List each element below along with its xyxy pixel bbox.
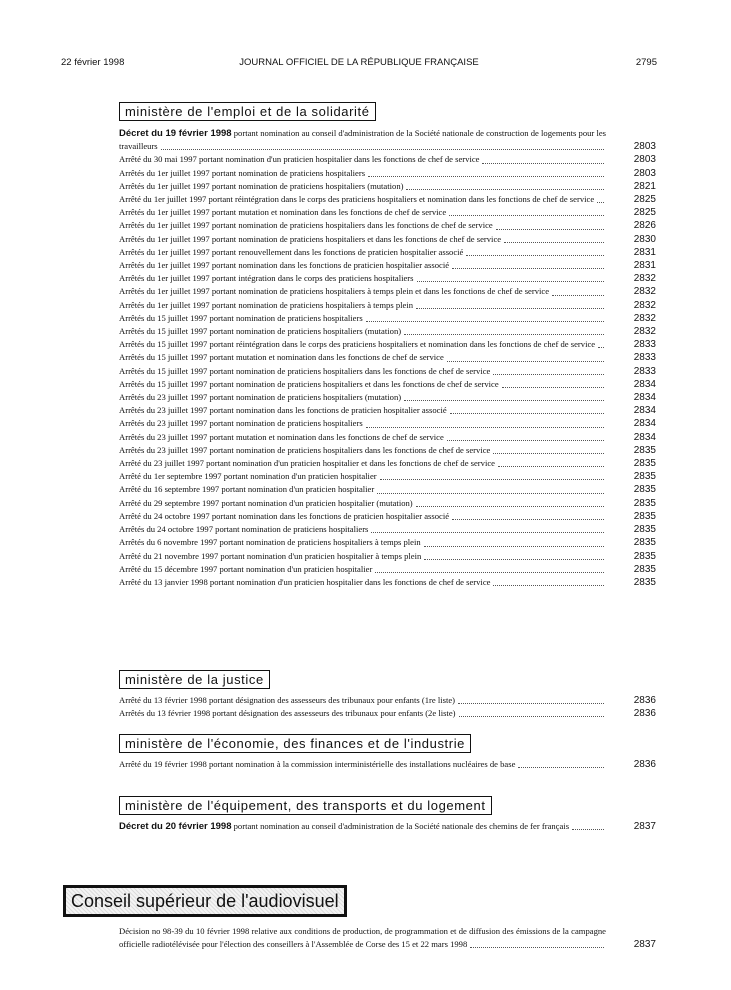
toc-entry: [119, 338, 656, 351]
toc-entry: [119, 483, 656, 496]
header-page-number: 2795: [635, 57, 657, 68]
dot-leader-fill: [572, 828, 604, 830]
toc-entry-page: 2835: [633, 550, 656, 562]
toc-entry: [119, 820, 656, 833]
dot-leader-fill: [449, 214, 604, 216]
toc-entry-page: 2832: [633, 286, 656, 298]
toc-entry-title: Arrêtés du 24 octobre 1997 portant nomination de praticiens hospitaliers: [119, 524, 369, 535]
toc-entry-page: 2803: [633, 167, 656, 179]
toc-entry: [119, 325, 656, 338]
toc-entry-page: 2836: [633, 695, 656, 706]
section-title-equipement: ministère de l'équipement, des transports et du logement: [119, 796, 492, 815]
toc-entry-page: 2826: [633, 220, 656, 232]
dot-leader-fill: [598, 346, 604, 348]
toc-entry-page: 2825: [633, 207, 656, 219]
section-entries-economie: [119, 758, 656, 771]
toc-entry-text: [119, 550, 606, 563]
toc-entry-title: Arrêtés du 1er juillet 1997 portant nomination de praticiens hospitaliers et dans les fonctions de chef de service: [119, 233, 502, 244]
toc-entry: [119, 378, 656, 391]
section-entries-justice: [119, 694, 656, 720]
toc-entry-page: 2835: [633, 444, 656, 456]
toc-entry: [119, 576, 656, 589]
dot-leader-fill: [371, 531, 604, 533]
toc-entry-text: [119, 758, 606, 771]
toc-entry-title: Arrêtés du 1er juillet 1997 portant nomination de praticiens hospitaliers dans les fonctions de chef de service: [119, 220, 493, 231]
toc-entry-text: [119, 325, 606, 338]
toc-entry-page: 2835: [633, 563, 656, 575]
dot-leader-fill: [493, 584, 604, 586]
toc-entry-title: Arrêtés du 15 juillet 1997 portant nomination de praticiens hospitaliers et dans les fonctions de chef de service: [119, 378, 499, 389]
dot-leader-fill: [375, 571, 604, 573]
toc-entry: [119, 536, 656, 549]
toc-entry: [119, 299, 656, 312]
toc-entry-page: 2803: [633, 141, 656, 153]
toc-entry-page: 2833: [633, 365, 656, 377]
toc-entry: [119, 219, 656, 232]
toc-entry-title: Arrêté du 1er septembre 1997 portant nomination d'un praticien hospitalier: [119, 471, 377, 482]
toc-entry-text: [119, 378, 606, 391]
dot-leader-fill: [470, 946, 604, 948]
dot-leader-fill: [458, 702, 604, 704]
toc-entry: [119, 431, 656, 444]
dot-leader-fill: [459, 715, 605, 717]
dot-leader-fill: [466, 254, 604, 256]
toc-entry: [119, 233, 656, 246]
toc-entry-title: portant nomination au conseil d'administration de la Société nationale des chemins de fer français: [231, 821, 570, 831]
toc-entry: [119, 470, 656, 483]
toc-entry-page: 2835: [633, 458, 656, 470]
dot-leader-fill: [493, 373, 604, 375]
dot-leader-fill: [502, 386, 604, 388]
toc-entry-text: [119, 299, 606, 312]
toc-entry-page: 2832: [633, 299, 656, 311]
toc-entry-lead: Décret du 19 février 1998: [119, 128, 232, 139]
dot-leader-fill: [450, 412, 604, 414]
toc-entry-title: Arrêtés du 23 juillet 1997 portant nomination de praticiens hospitaliers: [119, 418, 363, 429]
toc-entry: [119, 457, 656, 470]
toc-entry: [119, 523, 656, 536]
toc-entry-text: [119, 206, 606, 219]
toc-entry-text: [119, 365, 606, 378]
toc-entry-text: [119, 246, 606, 259]
toc-entry-title: Arrêtés du 15 juillet 1997 portant nomination de praticiens hospitaliers (mutation): [119, 326, 402, 337]
toc-entry-title: Arrêté du 13 janvier 1998 portant nomination d'un praticien hospitalier dans les fonctions de chef de service: [119, 576, 491, 587]
toc-entry-text: [119, 470, 606, 483]
toc-entry-page: 2834: [633, 392, 656, 404]
dot-leader-fill: [482, 162, 604, 164]
toc-entry-text: [119, 153, 606, 166]
dot-leader-fill: [498, 465, 604, 467]
dot-leader-fill: [368, 175, 604, 177]
toc-entry-title: Arrêtés du 1er juillet 1997 portant mutation et nomination dans les fonctions de chef de service: [119, 207, 447, 218]
toc-entry-text: [119, 259, 606, 272]
toc-entry: [119, 391, 656, 404]
toc-entry-text: [119, 483, 606, 496]
toc-entry: [119, 404, 656, 417]
toc-entry: [119, 351, 656, 364]
toc-entry-page: 2832: [633, 326, 656, 338]
toc-entry-title: Arrêté du 29 septembre 1997 portant nomination d'un praticien hospitalier (mutation): [119, 497, 413, 508]
toc-entry: [119, 285, 656, 298]
toc-entry-page: 2821: [633, 180, 656, 192]
section-title-economie: ministère de l'économie, des finances et de l'industrie: [119, 734, 471, 753]
toc-entry: [119, 312, 656, 325]
toc-entry-page: 2835: [633, 497, 656, 509]
toc-entry-page: 2835: [633, 524, 656, 536]
toc-entry-text: [119, 431, 606, 444]
toc-entry: [119, 180, 656, 193]
toc-entry-title: portant nomination au conseil d'administration de la Société nationale de construction de logements pour les travailleurs: [119, 128, 606, 152]
toc-entry: [119, 925, 656, 951]
page-header: [61, 57, 657, 71]
toc-entry-text: [119, 180, 606, 193]
toc-entry-page: 2835: [633, 484, 656, 496]
toc-entry-text: [119, 391, 606, 404]
toc-entry-text: [119, 457, 606, 470]
dot-leader-fill: [424, 558, 604, 560]
toc-entry-page: 2832: [633, 273, 656, 285]
dot-leader-fill: [452, 518, 604, 520]
toc-entry: [119, 167, 656, 180]
dot-leader-fill: [424, 545, 604, 547]
toc-entry: [119, 259, 656, 272]
toc-entry-title: Arrêtés du 1er juillet 1997 portant nomination de praticiens hospitaliers (mutation): [119, 180, 404, 191]
dot-leader-fill: [447, 360, 604, 362]
toc-entry: [119, 206, 656, 219]
toc-entry: [119, 246, 656, 259]
toc-entry: [119, 497, 656, 510]
toc-entry: [119, 694, 656, 707]
header-date: 22 février 1998: [61, 57, 125, 68]
dot-leader-fill: [404, 333, 604, 335]
dot-leader-fill: [366, 426, 604, 428]
toc-entry: [119, 707, 656, 720]
toc-entry-title: Arrêté du 15 décembre 1997 portant nomination d'un praticien hospitalier: [119, 563, 373, 574]
dot-leader-fill: [518, 766, 604, 768]
toc-entry-text: [119, 444, 606, 457]
toc-entry: [119, 563, 656, 576]
toc-entry: [119, 127, 656, 153]
toc-entry-text: [119, 219, 606, 232]
toc-entry-title: Arrêté du 23 juillet 1997 portant nomination d'un praticien hospitalier et dans les fonctions de chef de service: [119, 458, 495, 469]
toc-entry-title: Arrêtés du 15 juillet 1997 portant nomination de praticiens hospitaliers dans les fonctions de chef de service: [119, 365, 491, 376]
toc-entry-title: Arrêté du 13 février 1998 portant désignation des assesseurs des tribunaux pour enfants (1re liste): [119, 695, 456, 705]
toc-entry-page: 2833: [633, 352, 656, 364]
section-entries-emploi: [119, 127, 656, 589]
toc-entry-text: [119, 285, 606, 298]
dot-leader-fill: [366, 320, 604, 322]
toc-entry-text: [119, 707, 606, 720]
toc-entry-title: Arrêtés du 23 juillet 1997 portant mutation et nomination dans les fonctions de chef de service: [119, 431, 444, 442]
toc-entry-page: 2833: [633, 339, 656, 351]
toc-entry-page: 2825: [633, 194, 656, 206]
toc-entry-title: Arrêtés du 23 juillet 1997 portant nomination dans les fonctions de praticien hospitalier associé: [119, 405, 447, 416]
toc-entry-page: 2835: [633, 471, 656, 483]
toc-entry-title: Arrêtés du 1er juillet 1997 portant nomination de praticiens hospitaliers à temps plein: [119, 299, 414, 310]
dot-leader-fill: [504, 241, 604, 243]
toc-entry: [119, 193, 656, 206]
toc-entry: [119, 153, 656, 166]
dot-leader-fill: [404, 399, 604, 401]
toc-entry-text: [119, 563, 606, 576]
toc-entry-text: [119, 404, 606, 417]
dot-leader-fill: [447, 439, 604, 441]
toc-entry: [119, 444, 656, 457]
toc-entry-title: Arrêtés du 15 juillet 1997 portant réintégration dans le corps des praticiens hospitaliers et nomination dans les fonctions de chef de service: [119, 339, 596, 350]
toc-entry-title: Arrêtés du 1er juillet 1997 portant nomination de praticiens hospitaliers: [119, 167, 366, 178]
toc-entry-page: 2803: [633, 154, 656, 166]
toc-entry-title: Arrêté du 16 septembre 1997 portant nomination d'un praticien hospitalier: [119, 484, 375, 495]
toc-entry-text: [119, 523, 606, 536]
dot-leader-fill: [597, 201, 604, 203]
dot-leader-fill: [552, 294, 604, 296]
section-title-csa: Conseil supérieur de l'audiovisuel: [63, 885, 347, 917]
toc-entry-page: 2835: [633, 576, 656, 588]
toc-entry-text: [119, 233, 606, 246]
toc-entry-page: 2832: [633, 312, 656, 324]
toc-entry-page: 2836: [633, 759, 656, 770]
toc-entry-page: 2834: [633, 418, 656, 430]
toc-entry-title: Arrêté du 1er juillet 1997 portant réintégration dans le corps des praticiens hospitaliers et nomination dans les fonctions de chef de service: [119, 194, 595, 205]
toc-entry-page: 2837: [633, 821, 656, 832]
dot-leader-fill: [380, 478, 604, 480]
dot-leader-fill: [417, 280, 605, 282]
toc-entry-page: 2837: [633, 939, 656, 951]
toc-entry-text: [119, 312, 606, 325]
toc-entry-title: Arrêtés du 1er juillet 1997 portant intégration dans le corps des praticiens hospitaliers: [119, 273, 414, 284]
toc-entry-title: Arrêté du 24 octobre 1997 portant nomination dans les fonctions de praticien hospitalier associé: [119, 510, 450, 521]
toc-entry-text: [119, 694, 606, 707]
toc-entry: [119, 550, 656, 563]
section-title-emploi: ministère de l'emploi et de la solidarité: [119, 102, 376, 121]
toc-entry-page: 2836: [633, 708, 656, 720]
dot-leader-fill: [493, 452, 604, 454]
toc-entry: [119, 758, 656, 771]
toc-entry-title: Arrêtés du 1er juillet 1997 portant nomination de praticiens hospitaliers à temps plein et dans les fonctions de chef de service: [119, 286, 550, 297]
toc-entry-lead: Décret du 20 février 1998: [119, 821, 232, 832]
toc-entry-page: 2831: [633, 260, 656, 272]
toc-entry-text: [119, 497, 606, 510]
toc-entry-title: Arrêtés du 6 novembre 1997 portant nomination de praticiens hospitaliers à temps plein: [119, 537, 421, 548]
dot-leader-fill: [496, 228, 604, 230]
toc-entry-title: Décision no 98-39 du 10 février 1998 relative aux conditions de production, de programmation et de diffusion des émissions de la campagne officielle radiotélévisée pour l'élection des conseillers à l'Assemblée de Corse des 15 et 22 mars 1998: [119, 926, 606, 950]
dot-leader-fill: [416, 505, 604, 507]
toc-entry: [119, 510, 656, 523]
toc-entry-text: [119, 536, 606, 549]
toc-entry-text: [119, 820, 606, 833]
dot-leader-fill: [416, 307, 604, 309]
toc-entry-page: 2834: [633, 431, 656, 443]
toc-entry-text: [119, 272, 606, 285]
toc-entry-title: Arrêtés du 15 juillet 1997 portant nomination de praticiens hospitaliers: [119, 312, 363, 323]
toc-entry-page: 2830: [633, 233, 656, 245]
toc-entry-page: 2835: [633, 537, 656, 549]
toc-entry-text: [119, 510, 606, 523]
section-entries-equipement: [119, 820, 656, 833]
dot-leader-fill: [161, 148, 604, 150]
toc-entry-text: [119, 167, 606, 180]
toc-entry-title: Arrêté du 21 novembre 1997 portant nomination d'un praticien hospitalier à temps plein: [119, 550, 422, 561]
header-journal-title: JOURNAL OFFICIEL DE LA RÉPUBLIQUE FRANÇAISE: [239, 57, 479, 68]
toc-entry-title: Arrêté du 19 février 1998 portant nomination à la commission interministérielle des installations nucléaires de base: [119, 759, 516, 769]
toc-entry-title: Arrêtés du 23 juillet 1997 portant nomination de praticiens hospitaliers dans les fonctions de chef de service: [119, 444, 491, 455]
section-title-justice: ministère de la justice: [119, 670, 270, 689]
toc-entry-text: [119, 417, 606, 430]
toc-entry-title: Arrêtés du 1er juillet 1997 portant renouvellement dans les fonctions de praticien hospitalier associé: [119, 246, 464, 257]
dot-leader-fill: [377, 492, 604, 494]
toc-entry-title: Arrêtés du 1er juillet 1997 portant nomination dans les fonctions de praticien hospitalier associé: [119, 260, 450, 271]
toc-entry-page: 2835: [633, 510, 656, 522]
dot-leader-fill: [452, 267, 604, 269]
toc-entry: [119, 365, 656, 378]
toc-entry-title: Arrêtés du 15 juillet 1997 portant mutation et nomination dans les fonctions de chef de service: [119, 352, 444, 363]
toc-entry: [119, 272, 656, 285]
toc-entry-title: Arrêtés du 23 juillet 1997 portant nomination de praticiens hospitaliers (mutation): [119, 392, 402, 403]
toc-entry-text: [119, 351, 606, 364]
toc-entry-page: 2834: [633, 405, 656, 417]
toc-entry-page: 2831: [633, 246, 656, 258]
toc-entry-text: [119, 193, 606, 206]
toc-entry-text: [119, 576, 606, 589]
toc-entry-title: Arrêtés du 13 février 1998 portant désignation des assesseurs des tribunaux pour enfants (2e liste): [119, 708, 456, 719]
toc-entry-title: Arrêté du 30 mai 1997 portant nomination d'un praticien hospitalier dans les fonctions de chef de service: [119, 154, 480, 165]
toc-entry: [119, 417, 656, 430]
toc-entry-page: 2834: [633, 378, 656, 390]
section-entries-csa: [119, 925, 656, 951]
toc-entry-text: [119, 338, 606, 351]
dot-leader-fill: [406, 188, 604, 190]
